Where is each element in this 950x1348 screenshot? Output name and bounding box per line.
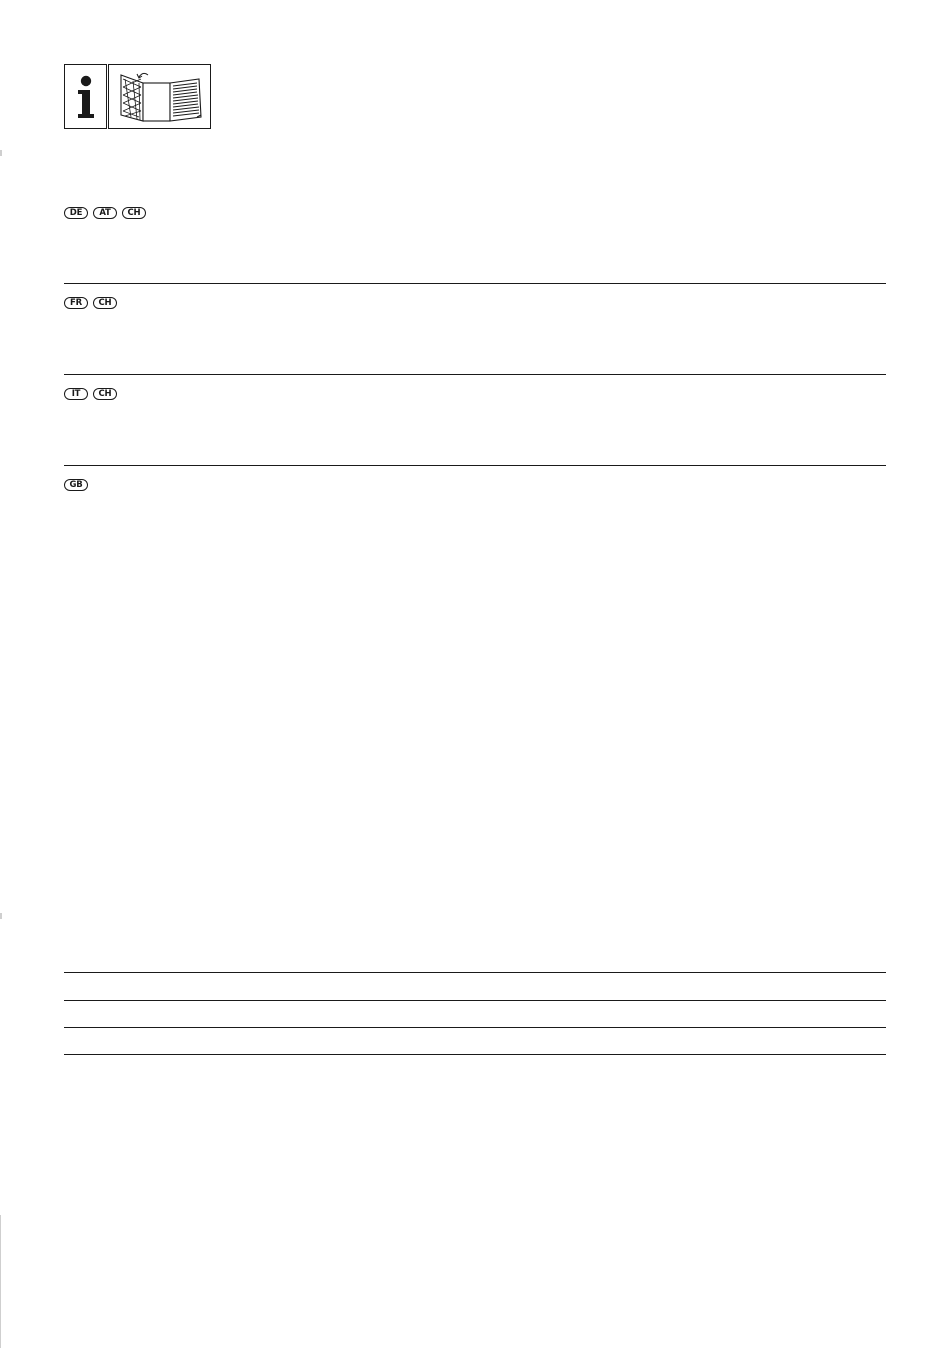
country-code-badge: CH: [93, 388, 117, 400]
language-codes-de-at-ch: [64, 207, 146, 219]
foldout-page-icon-box: [108, 64, 211, 129]
info-icon: [65, 65, 106, 128]
foldout-page-icon: [109, 65, 210, 128]
scan-mark: [0, 1215, 1, 1348]
footer-rule: [64, 972, 886, 973]
country-code-badge: CH: [122, 207, 146, 219]
language-codes-it-ch: [64, 388, 117, 400]
footer-rule: [64, 1027, 886, 1028]
section-divider: [64, 465, 886, 466]
country-code-badge: DE: [64, 207, 88, 219]
section-divider: [64, 374, 886, 375]
country-code-badge: FR: [64, 297, 88, 309]
country-code-badge: IT: [64, 388, 88, 400]
language-codes-fr-ch: [64, 297, 117, 309]
language-codes-gb: [64, 479, 88, 491]
country-code-badge: AT: [93, 207, 117, 219]
section-divider: [64, 283, 886, 284]
scan-mark: [0, 150, 2, 156]
scan-mark: [0, 913, 2, 919]
footer-rule: [64, 1000, 886, 1001]
country-code-badge: CH: [93, 297, 117, 309]
country-code-badge: GB: [64, 479, 88, 491]
footer-rule: [64, 1054, 886, 1055]
info-icon-box: [64, 64, 107, 129]
